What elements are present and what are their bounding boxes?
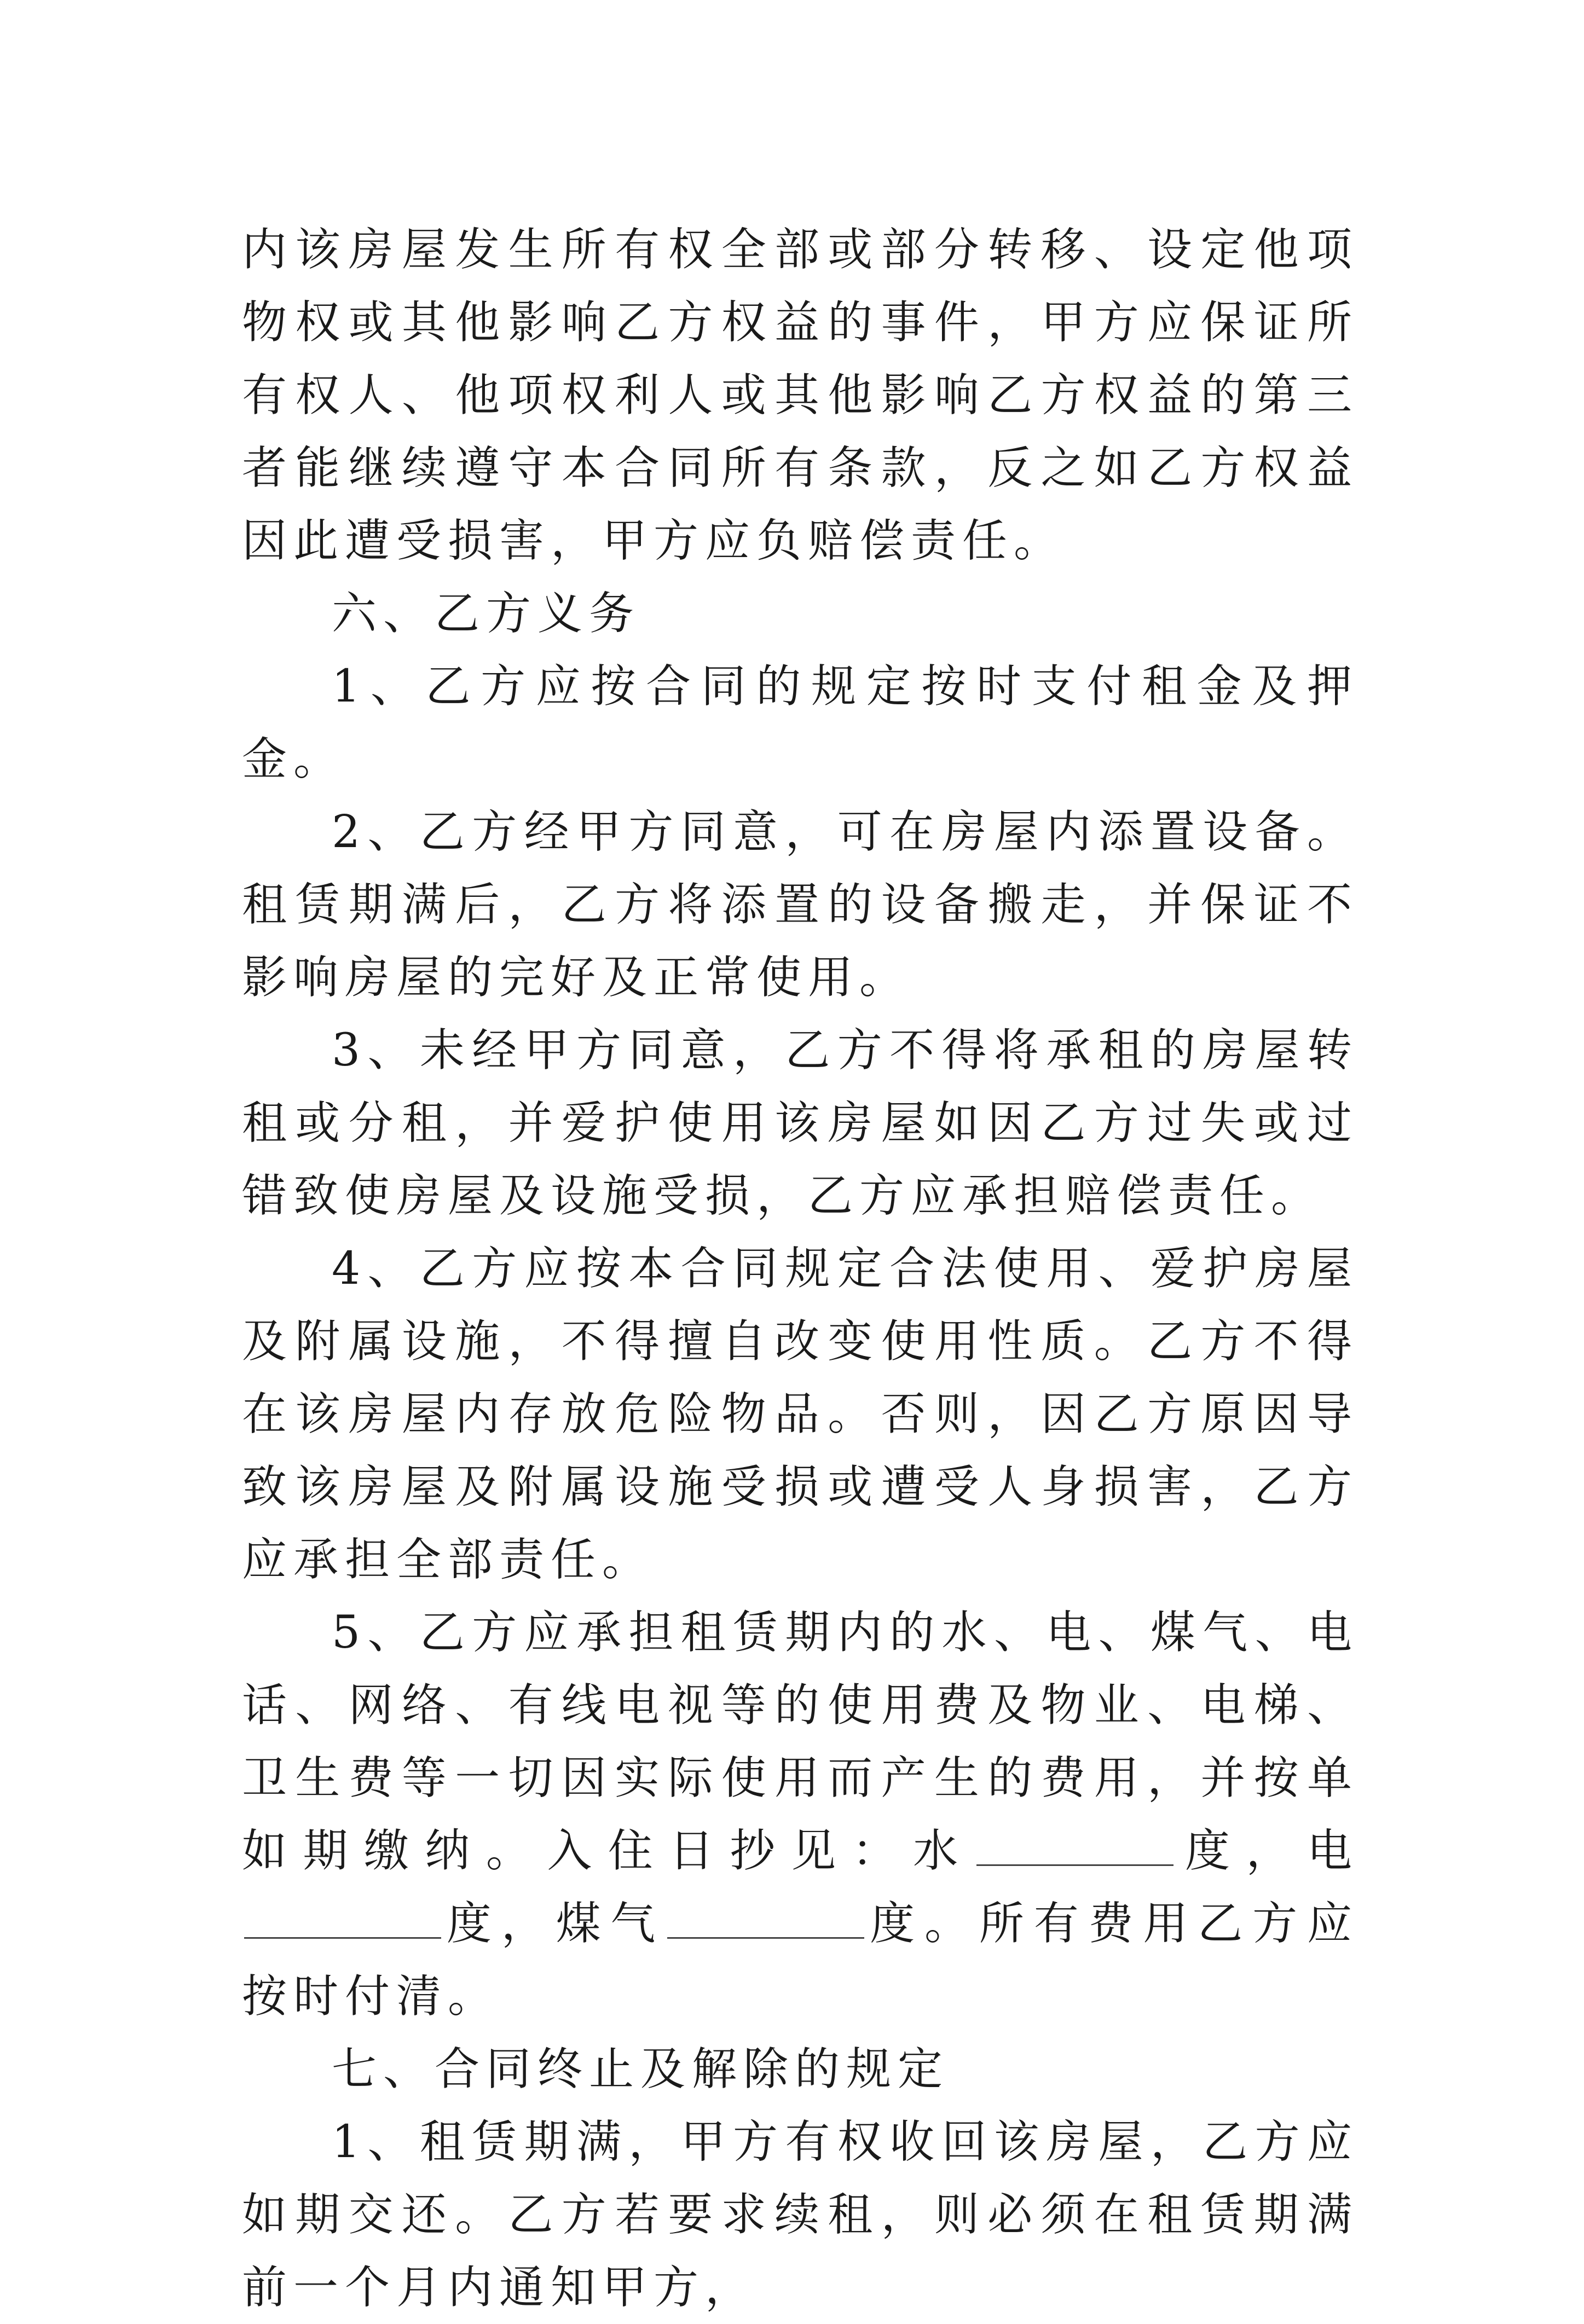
electric-reading-blank[interactable] xyxy=(244,1899,441,1939)
water-reading-blank[interactable] xyxy=(976,1826,1173,1866)
water-unit-text: 度，电 xyxy=(1175,1825,1358,1877)
document-body xyxy=(242,213,1358,2324)
gas-unit-text: 度。所有费用乙方应按时付清。 xyxy=(242,1898,1358,2022)
section-heading-6: 六、乙方义务 xyxy=(332,588,641,640)
clause-7-1: 1、租赁期满，甲方有权收回该房屋，乙方应如期交还。乙方若要求续租，则必须在租赁期满前一个月内通知甲方， xyxy=(242,2116,1358,2314)
clause-6-3: 3、未经甲方同意，乙方不得将承租的房屋转租或分租，并爱护使用该房屋如因乙方过失或过错致使房屋及设施受损，乙方应承担赔偿责任。 xyxy=(242,1024,1358,1222)
clause-6-5-lead: 5、乙方应承担租赁期内的水、电、煤气、电话、网络、有线电视等的使用费及物业、电梯、卫生费等一切因实际使用而产生的费用，并按单如期缴纳。入住日抄见：水 xyxy=(242,1607,1358,1877)
clause-6-4: 4、乙方应按本合同规定合法使用、爱护房屋及附属设施，不得擅自改变使用性质。乙方不得在该房屋内存放危险物品。否则，因乙方原因导致该房屋及附属设施受损或遭受人身损害，乙方应承担全部责任。 xyxy=(242,1243,1358,1586)
clause-6-5 xyxy=(242,1596,1358,2033)
clause-6-2: 2、乙方经甲方同意，可在房屋内添置设备。租赁期满后，乙方将添置的设备搬走，并保证不影响房屋的完好及正常使用。 xyxy=(242,806,1358,1004)
gas-reading-blank[interactable] xyxy=(667,1899,864,1939)
electric-unit-text: 度，煤气 xyxy=(443,1898,666,1950)
clause-6-1: 1、乙方应按合同的规定按时支付租金及押金。 xyxy=(242,660,1358,785)
section-heading-7: 七、合同终止及解除的规定 xyxy=(332,2043,950,2095)
paragraph-continuation: 内该房屋发生所有权全部或部分转移、设定他项物权或其他影响乙方权益的事件，甲方应保证所有权人、他项权利人或其他影响乙方权益的第三者能继续遵守本合同所有条款，反之如乙方权益因此遭受损害，甲方应负赔偿责任。 xyxy=(242,224,1358,567)
